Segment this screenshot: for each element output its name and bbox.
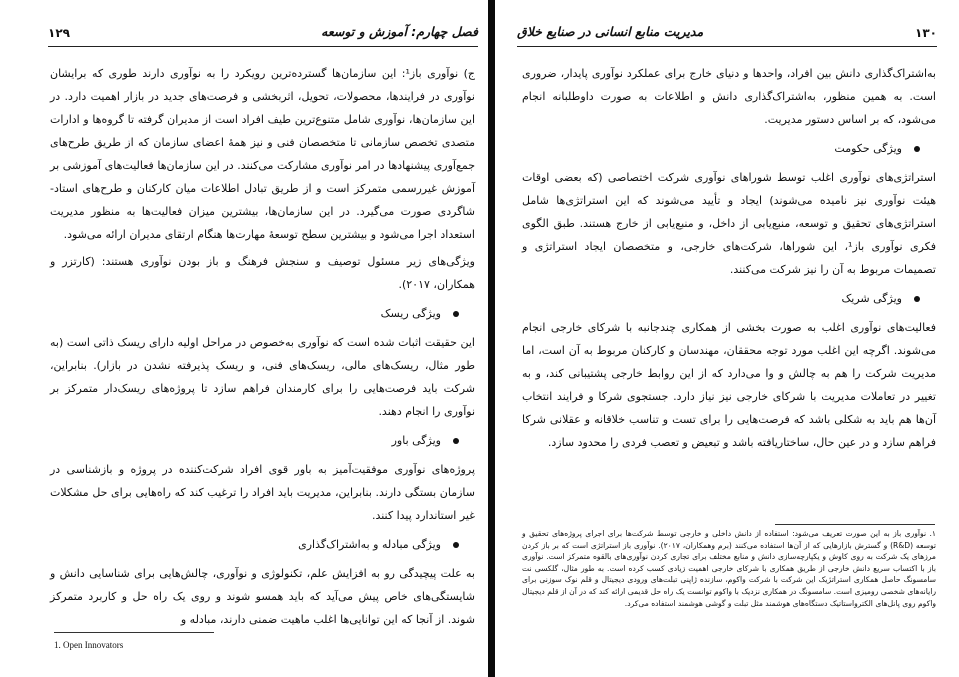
right-page-body [522,62,936,458]
bullet-dot-icon [453,438,459,444]
right-running-title: مدیریت منابع انسانی در صنایع خلاق [517,24,704,39]
bullet-trust [50,429,475,452]
right-footnote: ۱. نوآوری باز به این صورت تعریف می‌شود: استفاده از دانش داخلی و خارجی توسط شرکت‌ها برای اجرای پروژه‌های تحقیق و توسعه (R&D) و گسترش بازارهایی که از آن‌ها استفاده می‌کنند (برم وهمکاران، ۲۰۱۷). نوآوری باز استراتژی است که بر باز کردن مرزهای یک شرکت به روی کاوش و یکپارچه‌سازی دانش و منابع مختلف برای تجاری کردن نوآوری‌های بالقوه متمرکز است. نوآوری باز با اکتساب سریع دانش خارجی از طریق همکاری با شرکای خارجی اهمیت زیادی کسب کرده است. به طور مثال، گلکسی نت سامسونگ حاصل همکاری استراتژیک این شرکت با شرکت واکوم، سازنده ژاپنی تبلت‌های ورودی دیجیتال و قلم نوک سوزنی برای رایانه‌های شخصی رومیزی است. سامسونگ در همکاری نزدیک با واکوم توانست یک راه حل قدیمی ارائه کند که در آن از قلم دیجیتال واکوم روی پانل‌های الکترواستاتیک دستگاه‌های هوشمند مثل تبلت و گوشی هوشمند استفاده می‌کرد. [522,529,937,608]
bullet-risk [50,302,475,325]
paragraph-partner: فعالیت‌های نوآوری اغلب به صورت بخشی از همکاری چندجانبه با شرکای خارجی انجام می‌شوند. اگرچه این اغلب مورد توجه محققان، مهندسان و کارکنان مربوط به آن است، اما مدیریت شرکت را هم به چالش و وا می‌دارد که از این روابط خارجی پشتیبانی کند، و به تغییر در تعاملات مدیریت با شرکای خارجی نیز نیاز دارد. جستجوی شرکا و فرایند انتخاب آن‌ها هم باید به شکلی باشد که فرصت‌هایی را برای تست و تناسب خلاقانه و عقلانی شرکا فراهم سازد و در عین حال، ساختاریافته باشد و تبعیض و تعصب فردی را محدود سازد. [522,321,936,449]
paragraph-governance: استراتژی‌های نوآوری اغلب توسط شوراهای نوآوری شرکت اختصاصی (که بعضی اوقات هیئت نوآوری نیز نامیده می‌شوند) ایجاد و تأیید می‌شوند که این استراتژی‌ها شامل استراتژی‌های تحقیق و توسعه، منبع‌یابی از داخل، و منبع‌یابی از خارج هستند. طبق الگوی فکری نوآوری باز¹، این شوراها، شرکت‌های خارجی، و متخصصان ایجاد استراتژی و تصمیمات مربوط به آن را نیز شرکت می‌کنند. [522,171,937,276]
bullet-governance [522,137,936,160]
bullet-trust-label: ویژگی باور [391,434,441,447]
left-header-rule [48,46,478,47]
bullet-dot-icon [453,311,459,317]
bullet-exchange-label: ویژگی مبادله و به‌اشتراک‌گذاری [298,538,441,551]
right-page [495,0,959,677]
right-page-number: ۱۳۰ [915,26,937,40]
paragraph-trust: پروژه‌های نوآوری موفقیت‌آمیز به باور قوی افراد شرکت‌کننده در پروژه و بازشناسی در سازمان بستگی دارند. بنابراین، مدیریت باید افراد را ترغیب کند که راه‌هایی برای حل مشکلات غیر استاندارد پیدا کنند. [50,463,475,522]
bullet-exchange [50,533,475,556]
left-page-body [50,62,475,635]
paragraph-open-innovation: ج) نوآوری باز¹: این سازمان‌ها گسترده‌ترین رویکرد را به نوآوری دارند طوری که برایشان نوآوری در فرایندها، محصولات، تحویل، اثربخشی و فرصت‌های جدید در بازار اهمیت دارد. در این سازمان‌ها، نوآوری شامل متنوع‌ترین طیف افراد است از مدیران گرفته تا گروه‌ها و ادارات متصدی تخصص سازمانی تا متخصصان فنی و نیز همهٔ اعضای سازمان که از طریق طرح‌های جمع‌آوری پیشنهادها در امر نوآوری مشارکت می‌کنند. در این سازمان‌ها فعالیت‌های آموزشی بر آموزش غیررسمی متمرکز است و از طریق تبادل اطلاعات میان کارکنان و طرح‌های استاد- شاگردی صورت می‌گیرد. در این سازمان‌ها، بیشترین میزان فعالیت‌ها به منظور مدیریت استعداد اجرا می‌شود و بیشترین سطح توسعهٔ مهارت‌ها هنگام ارتقای مدیران ارائه می‌شود. [50,67,475,241]
page-gutter [488,0,495,677]
left-footnote: 1. Open Innovators [54,640,124,650]
bullet-risk-label: ویژگی ریسک [380,307,441,320]
left-footnote-rule [54,632,214,633]
bullet-dot-icon [914,296,920,302]
left-running-title: فصل چهارم: آموزش و توسعه [321,24,478,39]
right-header-rule [517,46,937,47]
bullet-dot-icon [453,542,459,548]
paragraph-exchange: به علت پیچیدگی رو به افزایش علم، تکنولوژی و نوآوری، چالش‌هایی برای شناسایی دانش و شایستگی‌های خاص پیش می‌آید که باید همسو شوند و روی یک راه حل و کاربرد متمرکز شوند. از آنجا که این توانایی‌ها اغلب ماهیت ضمنی دارند، مبادله و [50,567,475,626]
paragraph-risk: این حقیقت اثبات شده است که نوآوری به‌خصوص در مراحل اولیه دارای ریسک ذاتی است (به طور مثال، ریسک‌های مالی، ریسک‌های فنی، و ریسک پذیرفته نشدن در بازار). بنابراین، شرکت باید فرصت‌هایی را برای کارمندان فراهم سازد تا پروژه‌های ریسک‌دار متمرکز بر نوآوری را انجام دهند. [50,336,475,418]
bullet-partner [522,287,936,310]
bullet-governance-label: ویژگی حکومت [834,142,902,155]
right-footnote-rule [775,524,935,525]
right-page-header [517,24,937,48]
left-page-number: ۱۲۹ [48,26,70,40]
bullet-dot-icon [914,146,920,152]
paragraph-features-intro: ویژگی‌های زیر مسئول توصیف و سنجش فرهنگ و باز بودن نوآوری هستند: (کارتزر و همکاران، ۲۰۱۷). [50,255,475,291]
paragraph-knowledge-sharing: به‌اشتراک‌گذاری دانش بین افراد، واحدها و دنیای خارج برای عملکرد نوآوری پایدار، ضروری است. به همین منظور، به‌اشتراک‌گذاری دانش و اطلاعات به صورت داوطلبانه انجام می‌شود، که بر اساس دستور مدیریت. [522,67,936,126]
left-page-header [48,24,478,48]
bullet-partner-label: ویژگی شریک [841,292,902,305]
